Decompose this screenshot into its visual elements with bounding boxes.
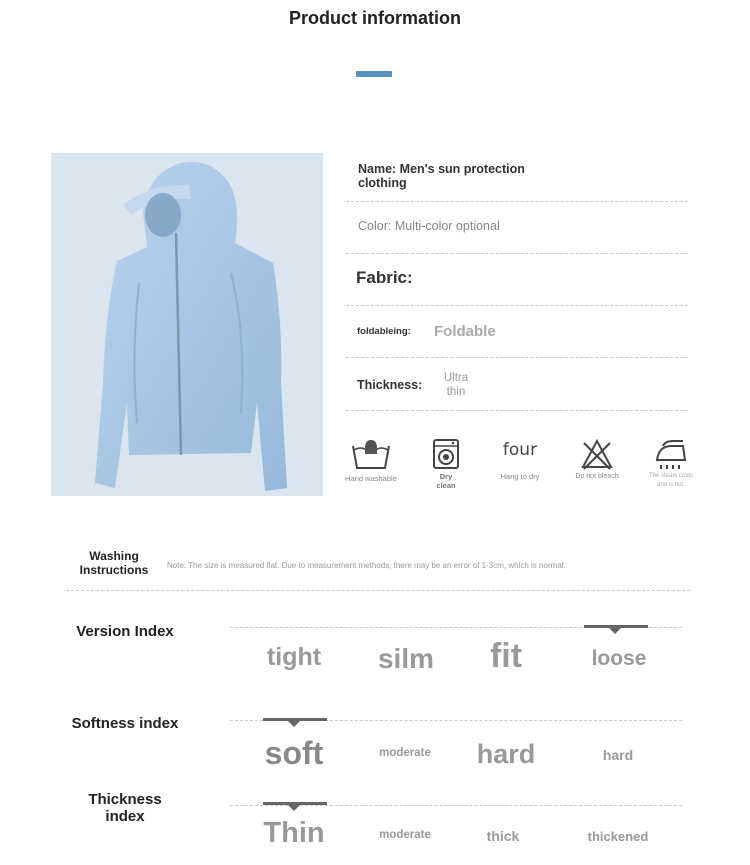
thickness-option-moderate: moderate [379, 829, 431, 841]
thickness-option-thickened: thickened [587, 829, 649, 844]
no-bleach-label: Do not bleach [575, 473, 619, 480]
foldable-value: Foldable [434, 323, 496, 340]
dry-clean-label: Dry clean [436, 472, 456, 490]
divider [66, 590, 690, 591]
version-option-fit: fit [489, 637, 523, 675]
washing-instructions-title: Washing Instructions [79, 549, 149, 577]
washing-machine-icon [432, 438, 460, 470]
version-index-marker [584, 625, 648, 628]
softness-option-hard-2: hard [602, 747, 634, 763]
product-color: Color: Multi-color optional [358, 219, 500, 233]
iron-item [636, 438, 706, 490]
version-option-tight: tight [266, 643, 322, 671]
divider [346, 357, 688, 358]
divider [346, 305, 688, 306]
version-option-silm: silm [377, 643, 435, 674]
softness-option-hard: hard [476, 739, 536, 769]
divider [346, 253, 688, 254]
hand-wash-item [336, 438, 406, 483]
jacket-illustration [51, 153, 323, 496]
iron-steam-icon [653, 438, 689, 470]
thickness-index-marker [263, 802, 327, 805]
size-note: Note: The size is measured flat. Due to measurement methods, there may be an error of 1-3cm, which is normal. [167, 561, 566, 570]
version-index-label: Version Index [76, 623, 174, 640]
no-bleach-icon [581, 438, 613, 470]
product-name: Name: Men's sun protection clothing [358, 162, 525, 190]
thickness-value: Ultra thin [443, 372, 469, 398]
version-option-loose: loose [591, 647, 647, 670]
thickness-index-label: Thickness index [88, 791, 162, 825]
hand-wash-label: Hand washable [345, 474, 397, 483]
hang-dry-label: Hang to dry [500, 472, 540, 481]
hang-dry-item [485, 440, 555, 481]
divider [346, 410, 688, 411]
fabric-label: Fabric: [356, 268, 413, 287]
no-bleach-item [562, 438, 632, 481]
dry-clean-item [411, 438, 481, 490]
foldable-label: foldableing: [357, 326, 411, 337]
divider [346, 201, 688, 202]
hand-wash-icon [351, 438, 391, 472]
softness-index-label: Softness index [71, 715, 179, 732]
thickness-label: Thickness: [357, 378, 423, 392]
iron-label: The steam costs and is hot. [648, 473, 693, 488]
hang-dry-text: four [502, 440, 538, 460]
product-image [51, 153, 323, 496]
softness-option-soft: soft [264, 735, 324, 771]
thickness-option-thin: Thin [263, 817, 325, 849]
title-accent-bar [356, 71, 392, 77]
softness-index-marker [263, 718, 327, 721]
page-title: Product information [289, 8, 461, 28]
thickness-option-thick: thick [486, 828, 520, 844]
softness-option-moderate: moderate [379, 747, 431, 759]
